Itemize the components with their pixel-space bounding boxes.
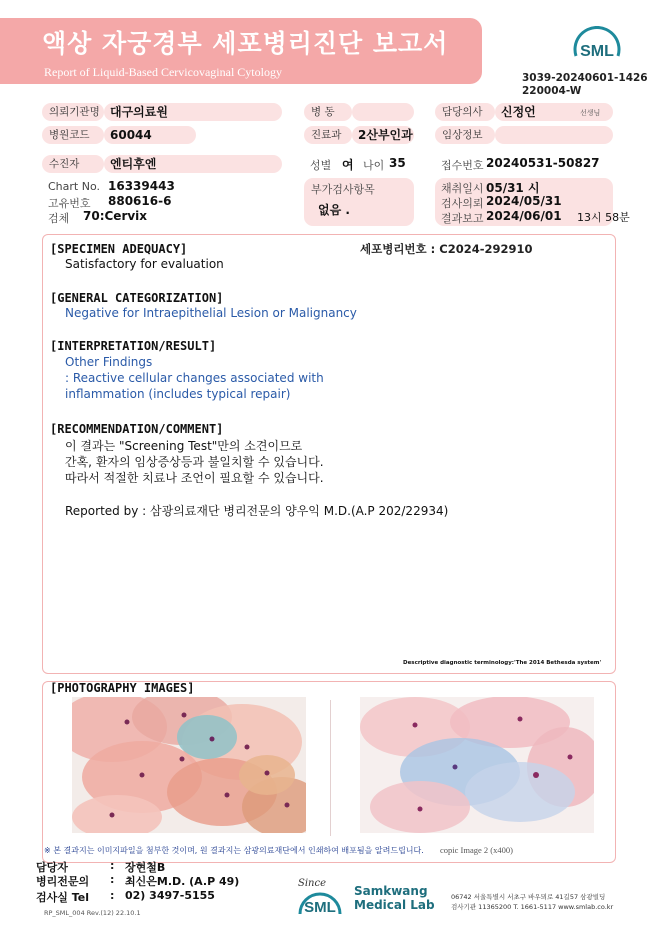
- ward-value: [352, 103, 414, 121]
- photo-caption-2: copic Image 2 (x400): [440, 845, 513, 855]
- colon: :: [110, 873, 115, 886]
- general-text: Negative for Intraepithelial Lesion or Malignancy: [65, 306, 357, 320]
- sml-logo-text: SML: [580, 43, 614, 60]
- manager-value: 장현철B: [125, 861, 166, 874]
- lab-name-line2: Medical Lab: [354, 898, 435, 912]
- report-title: 액상 자궁경부 세포병리진단 보고서: [42, 29, 449, 58]
- photo-heading: [PHOTOGRAPHY IMAGES]: [50, 681, 195, 695]
- hospital-code-label: 병원코드: [42, 126, 104, 144]
- request-date-value: 2024/05/31: [486, 194, 562, 208]
- report-id-line2: 220004-W: [522, 85, 582, 97]
- chart-no-value: 16339443: [108, 179, 175, 193]
- specimen-label: 검체: [48, 212, 70, 225]
- interpretation-heading: [INTERPRETATION/RESULT]: [50, 339, 217, 353]
- recommendation-line: 이 결과는 "Screening Test"만의 소견이므로: [65, 439, 303, 453]
- department-label: 진료과: [304, 126, 352, 144]
- age-label: 나이: [363, 159, 385, 172]
- lab-tel-label: 검사실 Tel: [36, 891, 89, 904]
- request-date-label: 검사의뢰: [441, 197, 484, 210]
- institution-label: 의뢰기관명: [42, 103, 104, 121]
- report-id-line1: 3039-20240601-1426: [522, 72, 648, 84]
- reported-by: Reported by : 삼광의료재단 병리전문의 양우익 M.D.(A.P 202/22934): [65, 504, 449, 518]
- photo-divider: [330, 700, 331, 836]
- lab-address: [451, 892, 613, 912]
- manager-label: 담당자: [36, 861, 68, 874]
- age-value: 35: [389, 156, 406, 170]
- specimen-value: 70:Cervix: [83, 209, 148, 223]
- doctor-label: 담당의사: [435, 103, 495, 121]
- report-subtitle: Report of Liquid-Based Cervicovaginal Cytology: [44, 65, 282, 79]
- clinical-info-value: [495, 126, 613, 144]
- footer-logo-text: SML: [304, 899, 336, 916]
- doctor-value: 신정언: [501, 105, 536, 119]
- pathologist-label: 병리전문의: [36, 875, 90, 888]
- adequacy-text: Satisfactory for evaluation: [65, 257, 224, 271]
- receipt-no-label: 접수번호: [441, 159, 484, 172]
- cytology-number-value: C2024-292910: [439, 242, 533, 256]
- department-value: 2산부인과: [352, 126, 414, 144]
- interpretation-line: Other Findings: [65, 355, 153, 369]
- institution-value: 대구의료원: [104, 103, 282, 121]
- logo-script-text: Since: [298, 878, 327, 889]
- cytology-photo-2: [360, 697, 594, 833]
- address-line2: 검사기관 11365200 T. 1661-5117 www.smlab.co.kr: [451, 903, 614, 911]
- recommendation-heading: [RECOMMENDATION/COMMENT]: [50, 422, 224, 436]
- sml-logo: [566, 26, 628, 72]
- report-id: [522, 72, 648, 98]
- recommendation-line: 따라서 적절한 치료나 조언이 필요할 수 있습니다.: [65, 471, 324, 485]
- report-date-label: 결과보고: [441, 212, 484, 225]
- sex-label: 성별: [310, 159, 332, 172]
- adequacy-heading: [SPECIMEN ADEQUACY]: [50, 242, 188, 256]
- address-line1: 06742 서울특별시 서초구 바우뫼로 41길57 삼광빌딩: [451, 893, 606, 901]
- cytology-number: [360, 241, 533, 257]
- hospital-code-value: 60044: [104, 126, 196, 144]
- cytology-photo-1: [72, 697, 306, 833]
- additional-test-value: 없음 .: [318, 203, 350, 217]
- collect-date-label: 채취일시: [441, 182, 484, 195]
- unique-no-label: 고유번호: [48, 197, 91, 210]
- doctor-suffix: 선생님: [580, 109, 601, 117]
- receipt-no-value: 20240531-50827: [486, 156, 600, 170]
- sex-value: 여: [342, 158, 354, 172]
- bethesda-footnote: Descriptive diagnostic terminology:'The 2014 Bethesda system': [403, 660, 602, 666]
- additional-test-label: 부가검사항목: [311, 183, 375, 196]
- chart-no-label: Chart No.: [48, 180, 100, 193]
- recommendation-line: 간혹, 환자의 임상증상등과 불일치할 수 있습니다.: [65, 455, 324, 469]
- lab-name: [354, 884, 435, 912]
- collect-date-value: 05/31 시: [486, 181, 540, 195]
- colon: :: [110, 859, 115, 872]
- report-date-value: 2024/06/01: [486, 209, 562, 223]
- lab-name-line1: Samkwang: [354, 884, 428, 898]
- patient-value: 엔티후엔: [104, 155, 282, 173]
- colon: :: [110, 889, 115, 902]
- interpretation-line: inflammation (includes typical repair): [65, 387, 291, 401]
- sml-footer-logo: [292, 872, 348, 922]
- revision-code: RP_SML_004 Rev.(12) 22.10.1: [44, 909, 141, 917]
- patient-label: 수진자: [42, 155, 104, 173]
- lab-tel-value: 02) 3497-5155: [125, 889, 215, 902]
- clinical-info-label: 임상정보: [435, 126, 495, 144]
- unique-no-value: 880616-6: [108, 194, 172, 208]
- pathologist-value: 최신은M.D. (A.P 49): [125, 875, 240, 888]
- general-heading: [GENERAL CATEGORIZATION]: [50, 291, 224, 305]
- notice-text: ※ 본 결과지는 이미지파일을 첨부한 것이며, 원 결과지는 삼광의료재단에서 인쇄하여 배포됨을 알려드립니다.: [44, 846, 424, 855]
- report-time-value: 13시 58분: [577, 211, 630, 224]
- ward-label: 병 동: [304, 103, 352, 121]
- cytology-number-label: 세포병리번호 :: [360, 242, 436, 256]
- interpretation-line: : Reactive cellular changes associated with: [65, 371, 324, 385]
